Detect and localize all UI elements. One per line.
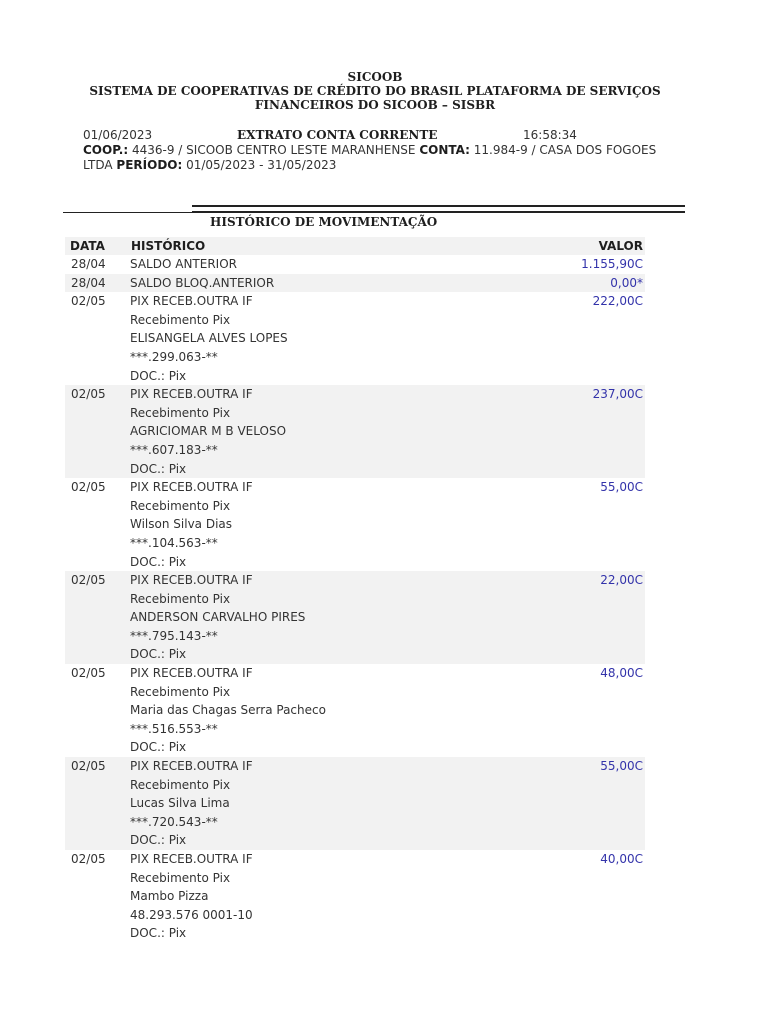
row-date: 02/05 — [65, 571, 126, 664]
history-line: Recebimento Pix — [130, 312, 231, 327]
row-history — [126, 850, 530, 943]
history-line: Recebimento Pix — [130, 684, 231, 699]
row-history — [126, 664, 530, 757]
row-date: 02/05 — [71, 852, 106, 866]
table-header-row — [65, 237, 645, 255]
history-line: Mambo Pizza — [130, 889, 209, 904]
history-line: Recebimento Pix — [130, 591, 231, 606]
row-date: 02/05 — [65, 757, 126, 850]
table-row — [65, 757, 645, 850]
history-line: Recebimento Pix — [130, 777, 231, 792]
row-history — [126, 274, 530, 293]
row-value: 0,00* — [530, 274, 645, 293]
history-line: DOC.: Pix — [130, 833, 187, 848]
transactions-table — [65, 237, 645, 943]
row-value: 222,00C — [592, 294, 643, 309]
history-line: Recebimento Pix — [130, 498, 231, 513]
statement-info — [83, 128, 683, 173]
history-line: PIX RECEB.OUTRA IF — [130, 480, 253, 495]
column-header-valor: VALOR — [530, 237, 645, 255]
table-row — [65, 292, 645, 385]
coop-label: COOP.: — [83, 143, 129, 157]
row-date: 02/05 — [65, 385, 126, 478]
row-value: 55,00C — [530, 757, 645, 850]
column-header-historico: HISTÓRICO — [126, 237, 530, 255]
history-line: 48.293.576 0001-10 — [130, 907, 253, 922]
history-line: DOC.: Pix — [130, 926, 187, 941]
history-line: ANDERSON CARVALHO PIRES — [130, 610, 306, 625]
coop-value: 4436-9 / SICOOB CENTRO LESTE MARANHENSE — [128, 143, 420, 157]
table-row — [65, 385, 645, 478]
account-details — [83, 143, 683, 173]
row-history — [126, 478, 530, 571]
row-date: 28/04 — [71, 257, 106, 271]
history-line: PIX RECEB.OUTRA IF — [130, 573, 253, 588]
periodo-label: PERÍODO: — [116, 158, 183, 172]
row-value: 237,00C — [530, 385, 645, 478]
history-line: ***.607.183-** — [130, 442, 218, 457]
history-line: DOC.: Pix — [130, 368, 187, 383]
table-row — [65, 255, 645, 274]
row-value: 22,00C — [530, 571, 645, 664]
table-row — [65, 664, 645, 757]
row-date: 02/05 — [71, 666, 106, 681]
row-history — [126, 757, 530, 850]
history-line: PIX RECEB.OUTRA IF — [130, 387, 253, 402]
conta-label: CONTA: — [419, 143, 470, 157]
row-history — [126, 571, 530, 664]
conta-value: 11.984-9 / CASA DOS FOGOES LTDA — [83, 143, 657, 172]
row-history — [126, 292, 530, 385]
history-line: ELISANGELA ALVES LOPES — [130, 331, 288, 346]
header-line-1: SICOOB — [347, 70, 403, 84]
history-line: ***.299.063-** — [130, 349, 218, 364]
history-line: PIX RECEB.OUTRA IF — [130, 294, 253, 309]
row-date: 28/04 — [65, 274, 126, 293]
history-line: ***.795.143-** — [130, 628, 218, 643]
table-row — [65, 478, 645, 571]
row-history — [126, 255, 530, 274]
history-line: PIX RECEB.OUTRA IF — [130, 666, 253, 681]
history-line: Maria das Chagas Serra Pacheco — [130, 703, 326, 718]
history-line: DOC.: Pix — [130, 554, 187, 569]
row-value: 1.155,90C — [581, 257, 643, 271]
statement-title: EXTRATO CONTA CORRENTE — [237, 128, 438, 142]
row-history — [126, 385, 530, 478]
row-date: 02/05 — [71, 480, 106, 495]
history-line: Lucas Silva Lima — [130, 796, 230, 811]
section-title: HISTÓRICO DE MOVIMENTAÇÃO — [210, 215, 438, 229]
document-header — [80, 70, 670, 112]
row-value: 40,00C — [600, 852, 643, 866]
header-line-2: SISTEMA DE COOPERATIVAS DE CRÉDITO DO BRASIL PLATAFORMA DE SERVIÇOS — [89, 84, 661, 98]
table-row — [65, 274, 645, 293]
history-line: PIX RECEB.OUTRA IF — [130, 852, 253, 866]
history-line: AGRICIOMAR M B VELOSO — [130, 424, 287, 439]
column-header-data: DATA — [65, 237, 126, 255]
header-line-3: FINANCEIROS DO SICOOB – SISBR — [254, 98, 496, 112]
history-line: Recebimento Pix — [130, 405, 231, 420]
history-line: ***.720.543-** — [130, 814, 218, 829]
history-line: DOC.: Pix — [130, 740, 187, 755]
statement-time: 16:58:34 — [523, 128, 577, 142]
periodo-value: 01/05/2023 - 31/05/2023 — [182, 158, 337, 172]
history-line: ***.104.563-** — [130, 535, 218, 550]
history-line: SALDO ANTERIOR — [130, 257, 237, 271]
history-line: DOC.: Pix — [130, 461, 187, 476]
row-value: 55,00C — [600, 480, 643, 495]
divider-left — [63, 212, 193, 213]
history-line: Recebimento Pix — [130, 870, 231, 885]
history-line: DOC.: Pix — [130, 647, 187, 662]
row-value: 48,00C — [600, 666, 643, 681]
table-row — [65, 571, 645, 664]
history-line: SALDO BLOQ.ANTERIOR — [130, 275, 275, 290]
table-row — [65, 850, 645, 943]
statement-date: 01/06/2023 — [83, 128, 153, 142]
history-line: PIX RECEB.OUTRA IF — [130, 759, 253, 774]
history-line: ***.516.553-** — [130, 721, 218, 736]
history-line: Wilson Silva Dias — [130, 517, 233, 532]
row-date: 02/05 — [71, 294, 106, 309]
divider-thin — [192, 212, 685, 213]
